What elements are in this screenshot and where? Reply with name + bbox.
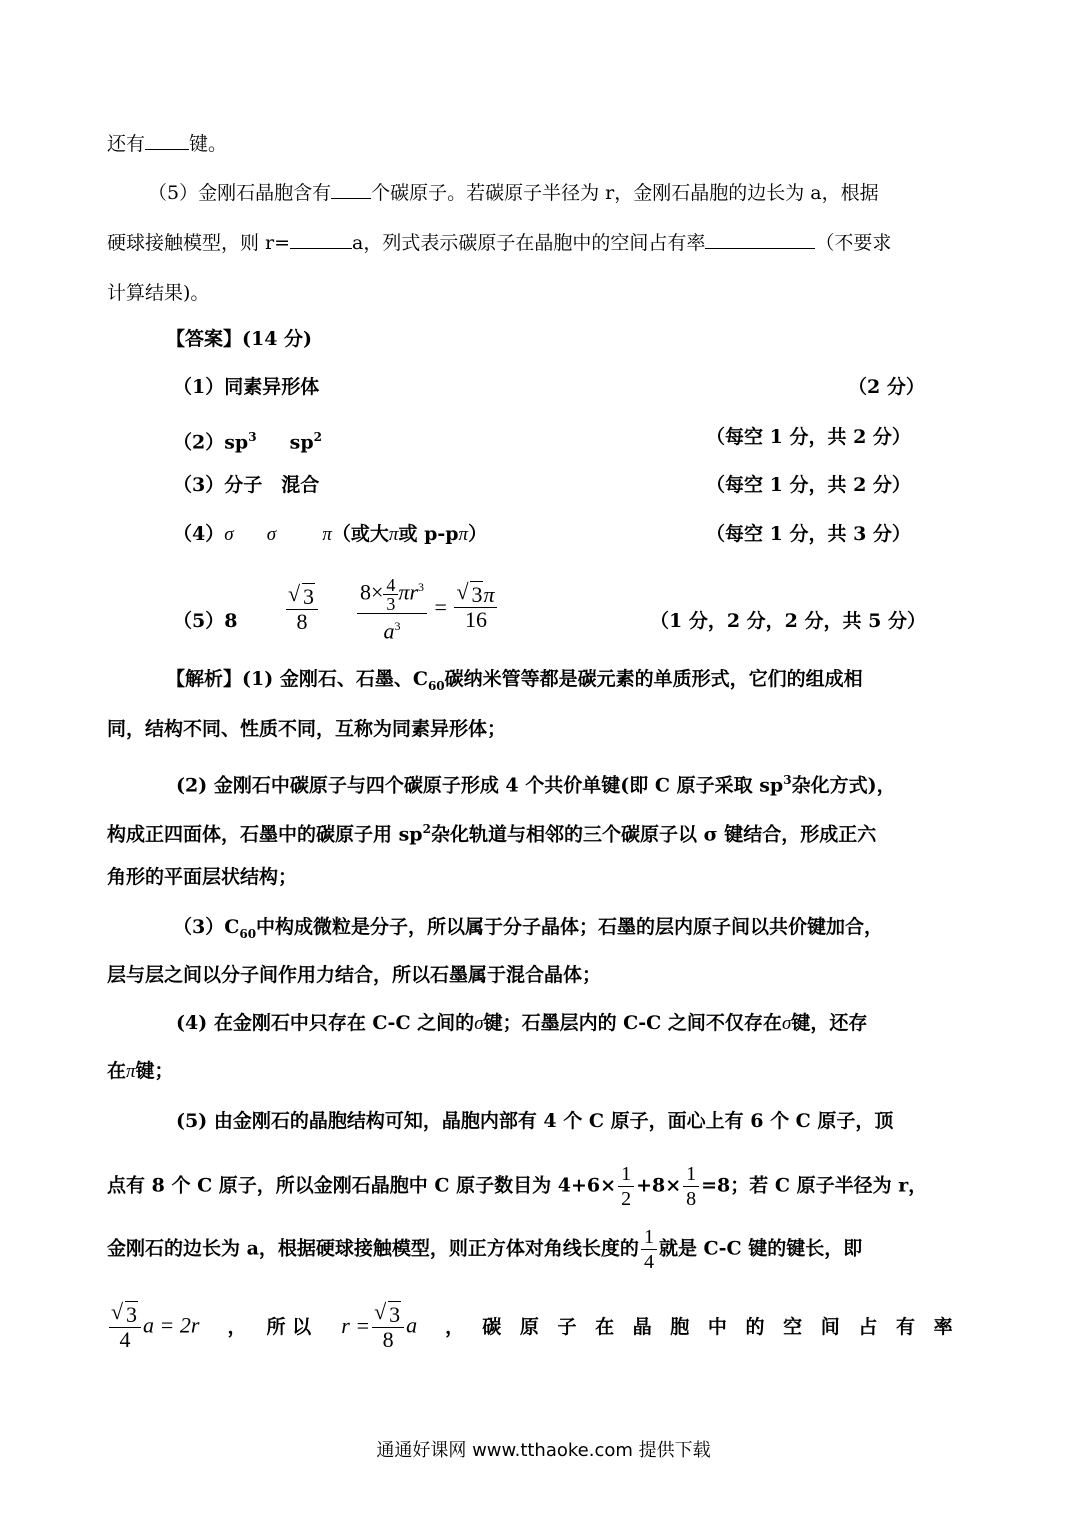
- formula-space-occupancy: 8× $\frac{4}{3}$ $\pi r^3$ $a^3$ = √ $\frac{3\pi}{16}$: [355, 572, 499, 643]
- analysis-p3-line-2: 层与层之间以分子间作用力结合，所以石墨属于混合晶体；: [107, 964, 602, 986]
- answer-4-points: （每空 1 分，共 3 分）: [706, 523, 911, 545]
- answer-4: （4）σ σ π（或大π或 p-pπ）: [173, 523, 488, 545]
- analysis-p2-line-1: (2) 金刚石中碳原子与四个碳原子形成 4 个共价单键(即 C 原子采取 $sp^3$杂化方式)，: [176, 773, 896, 797]
- blank-field: [290, 230, 352, 249]
- answer-2: $(2)sp^3$ $sp^2$: [173, 430, 322, 454]
- answer-3: （3）分子 混合: [173, 474, 320, 496]
- analysis-p5-line-4: √ $\frac{3}{4}$ a = 2r ， 所 以 r = √ $\frac{3}{8}$ a ， 碳 原 子 在 晶 胞 中 的 空 间 占 有 率: [107, 1303, 1087, 1352]
- question-5-line-2: 硬球接触模型，则 r= a，列式表示碳原子在晶胞中的空间占有率 （不要求: [107, 232, 892, 254]
- answer-1-points: （2 分）: [848, 376, 925, 398]
- blank-field: [331, 180, 371, 199]
- answer-5-points: （1 分，2 分，2 分，共 5 分）: [650, 610, 926, 632]
- analysis-p2-line-3: 角形的平面层状结构；: [107, 866, 298, 888]
- analysis-p3-line-1: $(3)C_{60}$中构成微粒是分子，所以属于分子晶体；石墨的层内原子间以共价键加合，: [173, 916, 884, 941]
- analysis-p4-line-1: (4) 在金刚石中只存在 C-C 之间的σ键；石墨层内的 C-C 之间不仅存在σ键，还存: [176, 1012, 868, 1034]
- question-line-1: 还有 键。: [107, 133, 228, 155]
- answer-5-label: （5）8: [173, 610, 238, 632]
- answer-header: 【答案】(14 分): [166, 328, 313, 350]
- analysis-p2-line-2: 构成正四面体，石墨中的碳原子用 $sp^2$杂化轨道与相邻的三个碳原子以 σ 键结合，形成正六: [107, 822, 877, 846]
- question-5-line-1: （5）金刚石晶胞含有 个碳原子。若碳原子半径为 r，金刚石晶胞的边长为 a，根据: [148, 182, 879, 204]
- blank-field: [145, 131, 189, 150]
- analysis-p5-line-1: (5) 由金刚石的晶胞结构可知，晶胞内部有 4 个 C 原子，面心上有 6 个 C 原子，顶: [176, 1110, 894, 1132]
- analysis-p1-line-2: 同，结构不同、性质不同，互称为同素异形体；: [107, 718, 507, 740]
- answer-1: （1）同素异形体: [173, 376, 320, 398]
- blank-field: [705, 230, 815, 249]
- formula-sqrt3-over-8: √ $\frac{3}{8}$: [284, 585, 320, 634]
- analysis-p5-line-3: 金刚石的边长为 a，根据硬球接触模型，则正方体对角线长度的 $\frac{1}{4}$ 就是 C-C 键的键长，即: [107, 1226, 863, 1273]
- page-footer: 通通好课网 www.tthaoke.com 提供下载: [376, 1440, 711, 1461]
- analysis-p1-line-1: 【解析】(1) 金刚石、石墨、$C_{60}$碳纳米管等都是碳元素的单质形式，它们的组成相: [166, 668, 863, 693]
- answer-2-points: （每空 1 分，共 2 分）: [706, 426, 911, 448]
- analysis-p4-line-2: 在π键；: [107, 1060, 174, 1082]
- question-5-line-3: 计算结果)。: [107, 282, 210, 304]
- analysis-p5-line-2: 点有 8 个 C 原子，所以金刚石晶胞中 C 原子数目为 4+6× $\frac{1}{2}$ +8× $\frac{1}{8}$ =8；若 C 原子半径为 r，: [107, 1163, 928, 1210]
- answer-3-points: （每空 1 分，共 2 分）: [706, 474, 911, 496]
